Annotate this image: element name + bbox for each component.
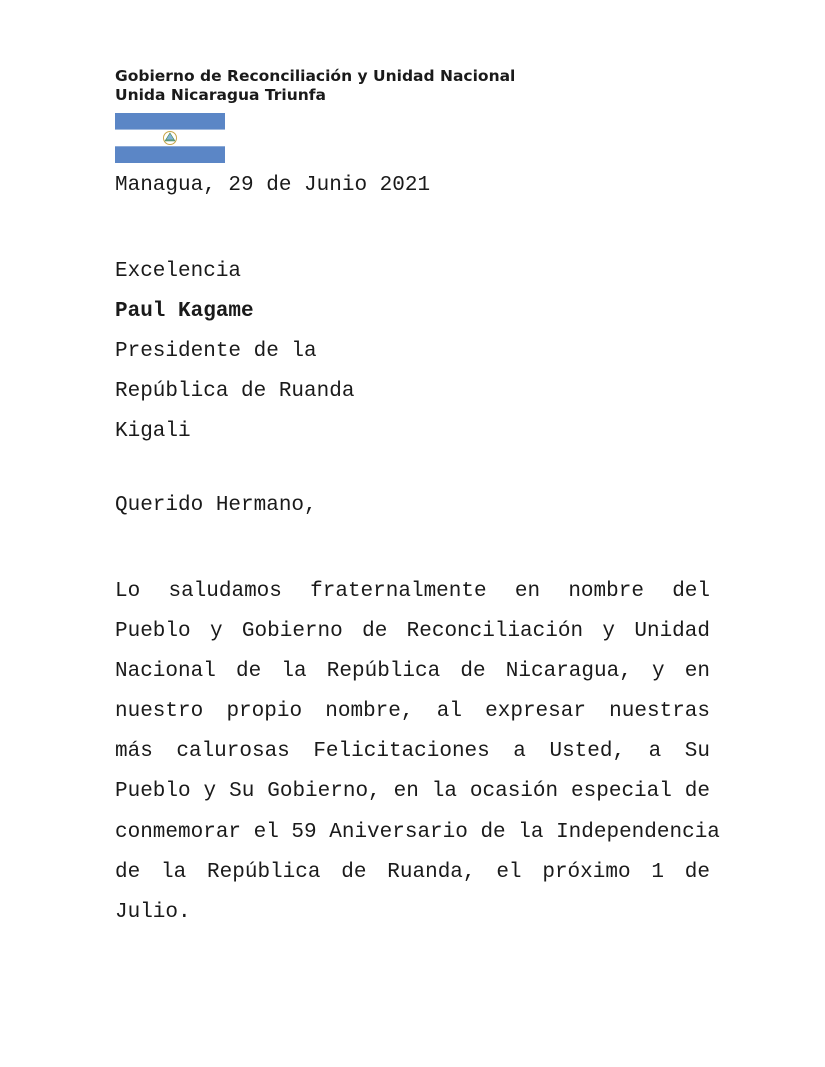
addressee-block (115, 252, 354, 452)
body-line: de la República de Ruanda, el próximo 1 de (115, 860, 710, 884)
addressee-city: Kigali (115, 420, 191, 443)
body-line: Julio. (115, 900, 191, 924)
body-line: Nacional de la República de Nicaragua, y en (115, 660, 710, 684)
letter-date: Managua, 29 de Junio 2021 (115, 174, 431, 197)
letter-greeting: Querido Hermano, (115, 494, 317, 517)
addressee-salutation: Excelencia (115, 260, 242, 283)
flag-bottom-stripe (115, 146, 225, 163)
body-line: Lo saludamos fraternalmente en nombre del (115, 580, 710, 603)
body-line: Pueblo y Gobierno de Reconciliación y Unidad (115, 620, 710, 644)
letter-body-paragraph (115, 572, 720, 933)
flag-top-stripe (115, 113, 225, 130)
addressee-title-line-1: Presidente de la (115, 340, 317, 363)
body-line: conmemorar el 59 Aniversario de la Independencia (115, 820, 720, 844)
letterhead (115, 67, 515, 105)
body-line: nuestro propio nombre, al expresar nuestras (115, 700, 710, 724)
body-line: Pueblo y Su Gobierno, en la ocasión especial de (115, 780, 710, 804)
letterhead-government-name: Gobierno de Reconciliación y Unidad Nacional (115, 67, 516, 85)
nicaragua-flag-icon (115, 113, 225, 163)
letterhead-slogan: Unida Nicaragua Triunfa (115, 86, 327, 104)
addressee-title-line-2: República de Ruanda (115, 380, 355, 403)
addressee-name: Paul Kagame (115, 300, 254, 323)
body-line: más calurosas Felicitaciones a Usted, a Su (115, 740, 710, 764)
